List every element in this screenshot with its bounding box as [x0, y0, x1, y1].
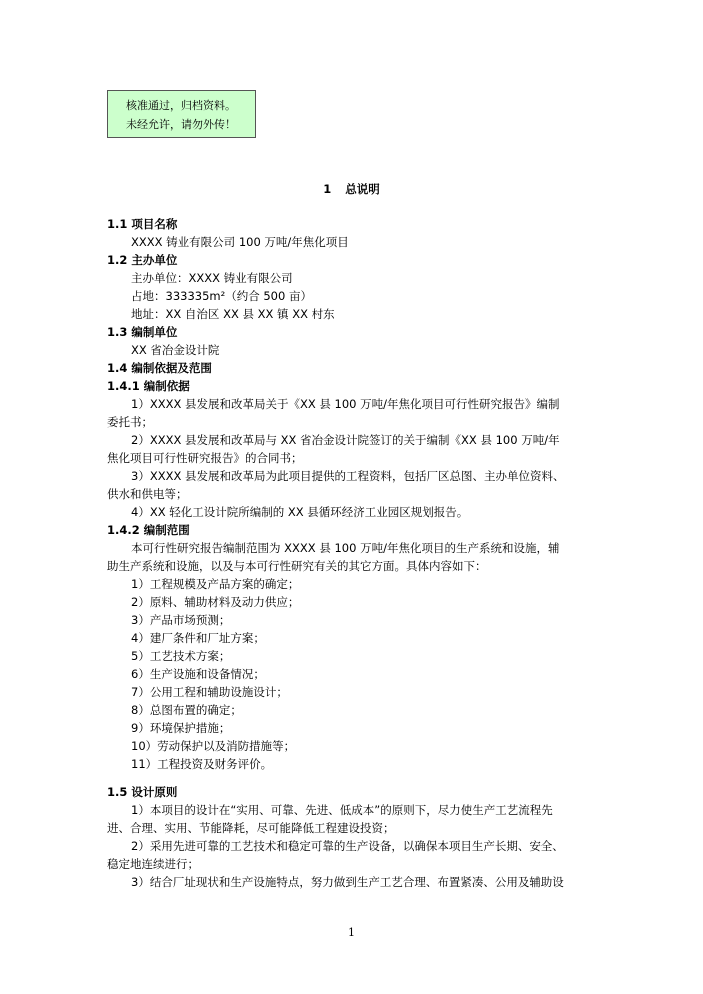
section-heading-1-4-1: 1.4.1 编制依据 [107, 379, 190, 393]
list-item: 7）公用工程和辅助设施设计； [131, 685, 288, 699]
list-item: 3）产品市场预测； [131, 613, 231, 627]
section-heading-1-1: 1.1 项目名称 [107, 217, 178, 231]
scope-intro: 助生产系统和设施，以及与本可行性研究有关的其它方面。具体内容如下： [107, 559, 487, 573]
list-item: 4）建厂条件和厂址方案； [131, 631, 265, 645]
basis-line: 1）XXXX 县发展和改革局关于《XX 县 100 万吨/年焦化项目可行性研究报告》编制 [131, 397, 560, 411]
section-heading-1-2: 1.2 主办单位 [107, 253, 178, 267]
section-heading-1-3: 1.3 编制单位 [107, 325, 178, 339]
principle-line: 稳定地连续进行； [107, 857, 199, 871]
list-item: 11）工程投资及财务评价。 [131, 757, 273, 771]
sponsor-line: 主办单位：XXXX 铸业有限公司 [131, 271, 293, 285]
basis-line: 4）XX 轻化工设计院所编制的 XX 县循环经济工业园区规划报告。 [131, 505, 469, 519]
chapter-title [0, 181, 703, 197]
stamp-line-2: 未经允许，请勿外传！ [126, 118, 236, 131]
list-item: 5）工艺技术方案； [131, 649, 231, 663]
principle-line: 1）本项目的设计在“实用、可靠、先进、低成本”的原则下，尽力使生产工艺流程先 [131, 803, 553, 817]
basis-line: 供水和供电等； [107, 487, 188, 501]
section-heading-1-5: 1.5 设计原则 [107, 785, 178, 799]
list-item: 1）工程规模及产品方案的确定； [131, 577, 300, 591]
basis-line: 2）XXXX 县发展和改革局与 XX 省冶金设计院签订的关于编制《XX 县 100 万吨/年 [131, 433, 560, 447]
chapter-number: 1 [323, 182, 332, 196]
list-item: 9）环境保护措施； [131, 721, 231, 735]
page-number: 1 [348, 926, 355, 939]
section-heading-1-4-2: 1.4.2 编制范围 [107, 523, 190, 537]
section-heading-1-4: 1.4 编制依据及范围 [107, 361, 212, 375]
basis-line: 3）XXXX 县发展和改革局为此项目提供的工程资料，包括厂区总图、主办单位资料、 [131, 469, 565, 483]
area-line: 占地：333335m²（约合 500 亩） [131, 289, 312, 303]
scope-intro: 本可行性研究报告编制范围为 XXXX 县 100 万吨/年焦化项目的生产系统和设施，辅 [131, 541, 560, 555]
list-item: 8）总图布置的确定； [131, 703, 242, 717]
list-item: 2）原料、辅助材料及动力供应； [131, 595, 300, 609]
address-line: 地址：XX 自治区 XX 县 XX 镇 XX 村东 [131, 307, 335, 321]
archive-stamp [107, 90, 256, 138]
basis-line: 焦化项目可行性研究报告》的合同书； [107, 451, 303, 465]
list-item: 6）生产设施和设备情况； [131, 667, 265, 681]
chapter-title-text: 总说明 [345, 182, 380, 196]
compiler-unit: XX 省冶金设计院 [131, 343, 220, 357]
principle-line: 2）采用先进可靠的工艺技术和稳定可靠的生产设备，以确保本项目生产长期、安全、 [131, 839, 564, 853]
principle-line: 进、合理、实用、节能降耗，尽可能降低工程建设投资； [107, 821, 395, 835]
stamp-line-1: 核准通过，归档资料。 [126, 99, 236, 112]
project-name: XXXX 铸业有限公司 100 万吨/年焦化项目 [131, 235, 349, 249]
basis-line: 委托书； [107, 415, 153, 429]
principle-line: 3）结合厂址现状和生产设施特点，努力做到生产工艺合理、布置紧凑、公用及辅助设 [131, 875, 564, 889]
list-item: 10）劳动保护以及消防措施等； [131, 739, 296, 753]
